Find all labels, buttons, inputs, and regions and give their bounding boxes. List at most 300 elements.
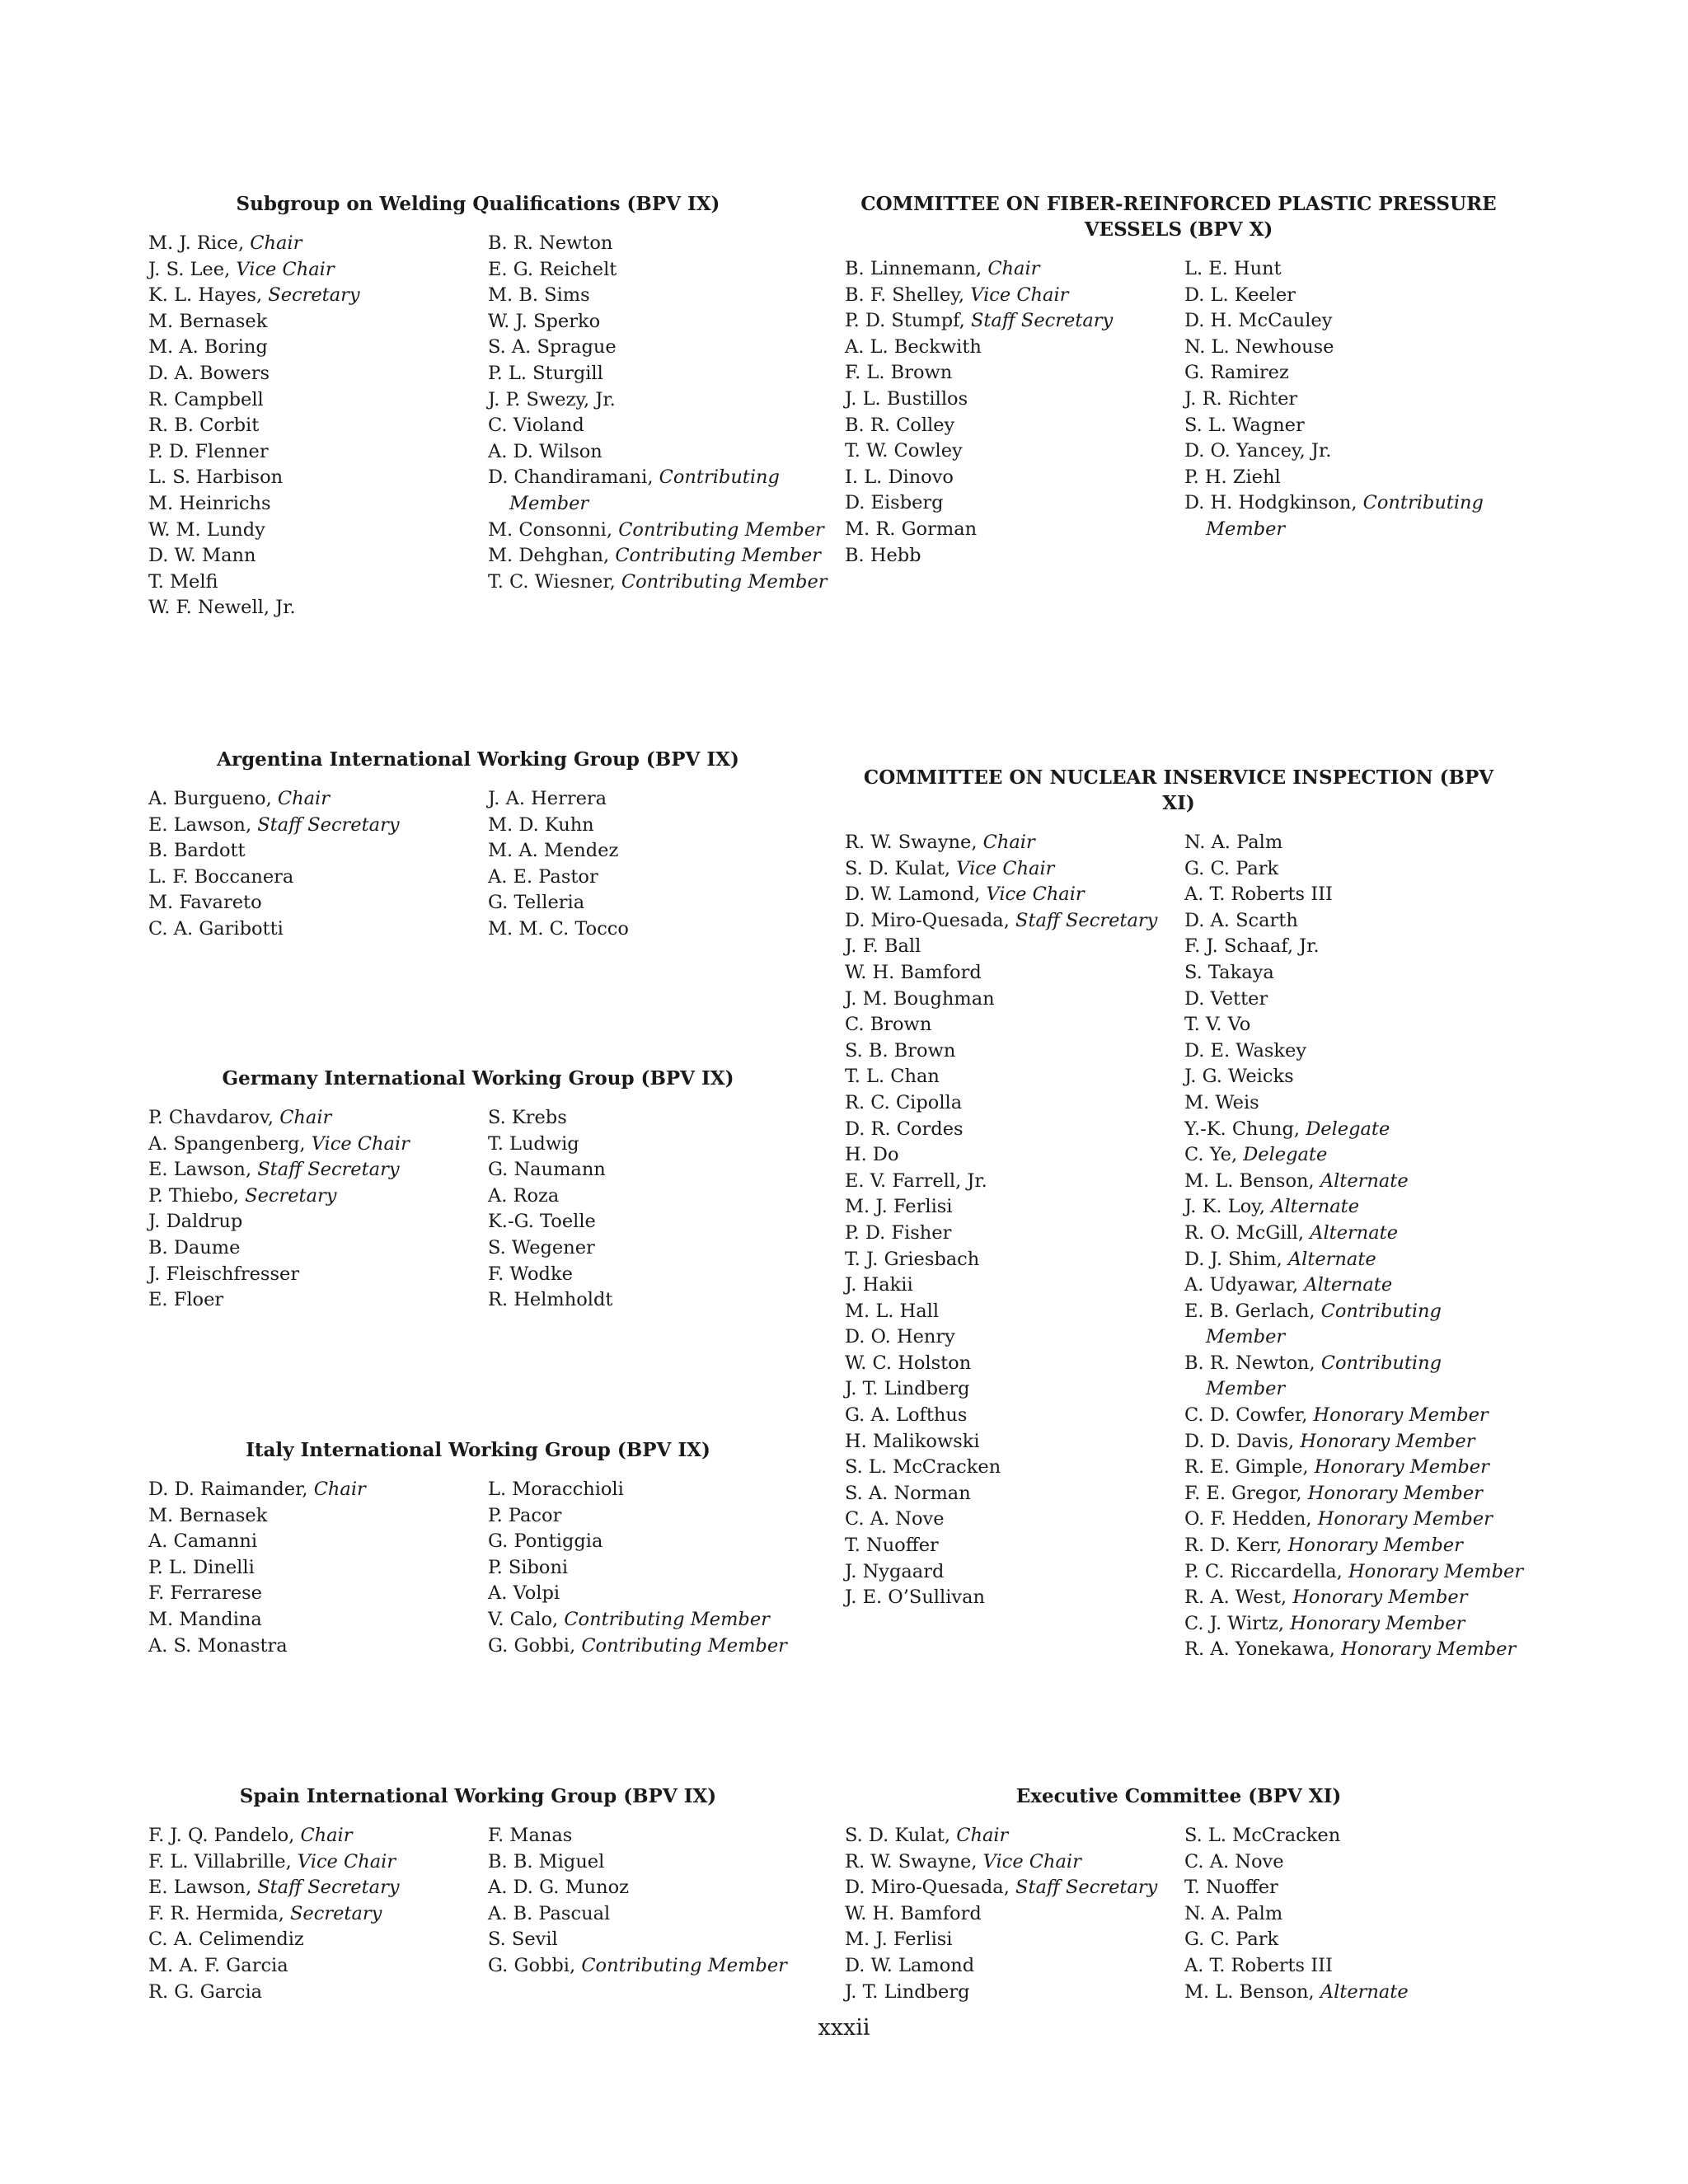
- member-entry: [488, 786, 828, 813]
- member-name: B. Hebb: [845, 544, 921, 566]
- member-entry: [1184, 1142, 1524, 1169]
- member-entry: [1184, 1090, 1524, 1117]
- member-name: M. A. Boring: [148, 336, 268, 359]
- member-entry: [148, 890, 488, 916]
- member-name: C. J. Wirtz: [1184, 1612, 1278, 1634]
- member-name: J. F. Ball: [845, 935, 921, 958]
- member-entry: [488, 1901, 828, 1928]
- member-name: H. Do: [845, 1144, 899, 1166]
- member-name: F. L. Villabrille: [148, 1850, 286, 1872]
- member-name: B. R. Colley: [845, 414, 955, 436]
- member-entry: [845, 830, 1184, 856]
- member-entry: [1184, 1403, 1524, 1429]
- member-role: Chair: [277, 788, 330, 809]
- member-name: E. Floer: [148, 1289, 224, 1311]
- member-name: J. T. Lindberg: [845, 1378, 970, 1400]
- page-number: xxxii: [818, 2015, 870, 2041]
- member-entry: [845, 1980, 1184, 2006]
- member-role: Honorary Member: [1287, 1535, 1463, 1557]
- member-name: P. D. Flenner: [148, 440, 269, 462]
- member-entry: [845, 1090, 1184, 1117]
- separator: ,: [1329, 1638, 1342, 1661]
- member-name: P. Chavdarov: [148, 1107, 268, 1128]
- member-entry: [845, 1038, 1184, 1065]
- member-name: T. W. Cowley: [845, 440, 963, 462]
- member-entry: [488, 518, 828, 544]
- separator: ,: [609, 570, 621, 593]
- member-entry: [148, 439, 488, 466]
- separator: ,: [1351, 492, 1363, 514]
- member-role: Staff Secretary: [257, 1877, 400, 1899]
- separator: ,: [1308, 1169, 1320, 1192]
- section-title: Italy International Working Group (BPV IX): [246, 1439, 710, 1461]
- member-entry: [845, 1481, 1184, 1507]
- member-entry: [488, 465, 828, 517]
- member-name: R. Helmholdt: [488, 1289, 613, 1311]
- member-name: M. L. Benson: [1184, 1980, 1309, 2003]
- member-entry: [845, 856, 1184, 883]
- member-entry: [845, 1953, 1184, 1980]
- member-columns: [148, 786, 808, 943]
- member-name: M. Bernasek: [148, 310, 268, 332]
- member-columns: [845, 1823, 1512, 2005]
- member-entry: [148, 1503, 488, 1530]
- member-role: Vice Chair: [970, 284, 1069, 306]
- member-entry: [845, 490, 1184, 517]
- member-name: B. B. Miguel: [488, 1850, 605, 1872]
- member-entry: [488, 1209, 828, 1235]
- member-entry: [1184, 1875, 1524, 1901]
- separator: ,: [944, 857, 957, 879]
- member-name: R. G. Garcia: [148, 1980, 263, 2003]
- member-entry: [148, 335, 488, 361]
- member-name: G. C. Park: [1184, 1929, 1279, 1951]
- member-column-left: [845, 1823, 1184, 2005]
- member-name: D. O. Henry: [845, 1326, 955, 1348]
- member-name: R. B. Corbit: [148, 415, 260, 437]
- member-entry: [1184, 934, 1524, 960]
- member-role: Contributing Member: [1206, 1300, 1442, 1348]
- member-entry: [148, 1262, 488, 1288]
- member-name: D. D. Davis: [1184, 1430, 1288, 1452]
- member-entry: [148, 1287, 488, 1314]
- member-name: L. S. Harbison: [148, 466, 284, 489]
- member-entry: [845, 308, 1184, 335]
- member-name: R. A. West: [1184, 1586, 1281, 1609]
- member-role: Contributing Member: [618, 518, 824, 541]
- member-entry: [845, 1324, 1184, 1351]
- member-entry: [148, 1980, 488, 2006]
- member-role: Vice Chair: [236, 258, 335, 280]
- member-entry: [148, 1183, 488, 1210]
- member-role: Contributing Member: [1206, 492, 1484, 540]
- member-name: C. A. Garibotti: [148, 917, 284, 940]
- separator: ,: [256, 284, 269, 307]
- member-name: M. J. Ferlisi: [845, 1196, 953, 1218]
- member-entry: [148, 813, 488, 839]
- member-entry: [148, 1607, 488, 1633]
- member-name: D. Miro-Quesada: [845, 909, 1004, 931]
- member-entry: [488, 1849, 828, 1876]
- member-name: D. Miro-Quesada: [845, 1877, 1004, 1899]
- separator: ,: [1306, 1508, 1318, 1530]
- member-entry: [148, 786, 488, 813]
- member-name: M. Dehghan: [488, 545, 603, 567]
- member-entry: [845, 1169, 1184, 1195]
- separator: ,: [552, 1608, 565, 1630]
- member-entry: [488, 1503, 828, 1530]
- member-entry: [845, 1455, 1184, 1481]
- member-entry: [148, 1157, 488, 1183]
- section-title: Subgroup on Welding Qualifications (BPV IX): [236, 193, 720, 215]
- member-name: S. D. Kulat: [845, 857, 945, 879]
- member-entry: [1184, 283, 1524, 309]
- member-name: J. R. Richter: [1184, 387, 1298, 410]
- member-entry: [148, 518, 488, 544]
- member-name: W. H. Bamford: [845, 961, 982, 983]
- separator: ,: [570, 1954, 582, 1976]
- member-name: A. Udyawar: [1184, 1274, 1293, 1296]
- member-name: B. Bardott: [148, 840, 246, 862]
- separator: ,: [278, 1902, 291, 1924]
- member-entry: [148, 1823, 488, 1849]
- member-entry: [1184, 256, 1524, 283]
- member-entry: [1184, 438, 1524, 465]
- member-name: C. A. Nove: [1184, 1850, 1284, 1872]
- member-entry: [488, 309, 828, 335]
- member-name: Y.-K. Chung: [1184, 1118, 1294, 1140]
- member-entry: [845, 517, 1184, 543]
- member-entry: [1184, 856, 1524, 883]
- member-name: S. Wegener: [488, 1236, 595, 1258]
- member-entry: [845, 1351, 1184, 1377]
- member-name: G. Ramirez: [1184, 362, 1289, 384]
- member-name: F. Ferrarese: [148, 1582, 262, 1605]
- member-entry: [1184, 1194, 1524, 1221]
- member-entry: [488, 387, 828, 414]
- member-name: A. E. Pastor: [488, 865, 598, 888]
- welding-qualifications-section: [148, 191, 828, 621]
- member-role: Staff Secretary: [1015, 1877, 1158, 1899]
- member-role: Alternate: [1320, 1169, 1409, 1192]
- member-name: I. L. Dinovo: [845, 466, 954, 488]
- member-entry: [1184, 1849, 1524, 1876]
- member-name: G. Gobbi: [488, 1634, 570, 1657]
- member-name: T. Nuoffer: [845, 1535, 939, 1557]
- member-role: Chair: [982, 832, 1035, 853]
- member-name: R. W. Swayne: [845, 832, 972, 853]
- member-role: Delegate: [1306, 1118, 1390, 1140]
- member-name: G. Telleria: [488, 892, 585, 914]
- member-name: M. L. Benson: [1184, 1169, 1309, 1192]
- separator: ,: [1292, 1274, 1305, 1296]
- member-name: V. Calo: [488, 1608, 552, 1630]
- member-column-left: [148, 231, 488, 621]
- member-entry: [845, 1901, 1184, 1928]
- member-column-right: [488, 231, 828, 621]
- member-name: D. Chandiramani: [488, 466, 648, 489]
- member-name: L. Moracchioli: [488, 1479, 624, 1500]
- member-name: F. J. Q. Pandelo: [148, 1825, 289, 1846]
- member-name: R. C. Cipolla: [845, 1091, 963, 1113]
- member-entry: [845, 360, 1184, 387]
- member-name: T. Melfi: [148, 570, 218, 593]
- member-entry: [1184, 1038, 1524, 1065]
- member-role: Contributing Member: [615, 545, 821, 567]
- separator: ,: [245, 813, 258, 836]
- member-entry: [148, 413, 488, 439]
- member-entry: [1184, 1455, 1524, 1481]
- member-role: Staff Secretary: [257, 1159, 400, 1181]
- member-name: M. A. Mendez: [488, 840, 619, 862]
- member-entry: [1184, 1169, 1524, 1195]
- separator: ,: [603, 545, 616, 567]
- member-name: D. W. Lamond: [845, 1954, 975, 1976]
- member-entry: [845, 1403, 1184, 1429]
- member-role: Chair: [279, 1107, 332, 1128]
- separator: ,: [245, 1877, 258, 1899]
- separator: ,: [285, 1850, 298, 1872]
- member-name: F. R. Hermida: [148, 1902, 279, 1924]
- member-name: S. L. McCracken: [845, 1456, 1001, 1479]
- member-entry: [488, 1927, 828, 1953]
- member-column-left: [845, 830, 1184, 1663]
- member-entry: [488, 1157, 828, 1183]
- member-entry: [488, 1262, 828, 1288]
- member-entry: [1184, 1481, 1524, 1507]
- separator: ,: [1288, 1430, 1301, 1452]
- member-name: J. Daldrup: [148, 1211, 243, 1233]
- member-entry: [148, 465, 488, 491]
- member-entry: [488, 1555, 828, 1582]
- member-role: Chair: [313, 1479, 366, 1500]
- member-name: R. Campbell: [148, 388, 264, 410]
- member-entry: [148, 865, 488, 891]
- separator: ,: [958, 284, 971, 306]
- member-role: Alternate: [1304, 1274, 1393, 1296]
- member-columns: [845, 830, 1524, 1663]
- member-entry: [845, 1247, 1184, 1273]
- member-name: N. A. Palm: [1184, 832, 1283, 853]
- member-entry: [148, 283, 488, 309]
- member-entry: [148, 838, 488, 865]
- member-name: J. S. Lee: [148, 258, 225, 280]
- member-name: S. Sevil: [488, 1929, 558, 1951]
- member-entry: [845, 543, 1184, 569]
- member-entry: [148, 1901, 488, 1928]
- member-name: C. D. Cowfer: [1184, 1404, 1302, 1427]
- member-name: J. Fleischfresser: [148, 1263, 300, 1285]
- member-name: S. B. Brown: [845, 1039, 956, 1062]
- member-entry: [1184, 1247, 1524, 1273]
- germany-working-group-section: [148, 1066, 808, 1314]
- member-entry: [148, 387, 488, 414]
- member-name: D. H. Hodgkinson: [1184, 492, 1352, 514]
- member-entry: [1184, 1117, 1524, 1143]
- separator: ,: [245, 1159, 258, 1181]
- member-name: P. C. Riccardella: [1184, 1560, 1337, 1582]
- member-name: M. L. Hall: [845, 1300, 940, 1322]
- member-entry: [148, 595, 488, 621]
- member-entry: [845, 1927, 1184, 1953]
- member-entry: [488, 813, 828, 839]
- member-name: M. M. C. Tocco: [488, 917, 629, 940]
- member-entry: [1184, 335, 1524, 361]
- member-name: G. Pontiggia: [488, 1530, 603, 1553]
- separator: ,: [1276, 1248, 1288, 1270]
- member-role: Honorary Member: [1314, 1456, 1489, 1479]
- member-name: E. B. Gerlach: [1184, 1300, 1310, 1322]
- member-name: P. D. Stumpf: [845, 310, 959, 332]
- member-name: R. O. McGill: [1184, 1221, 1298, 1244]
- separator: ,: [1336, 1560, 1348, 1582]
- member-entry: [488, 1607, 828, 1633]
- member-entry: [1184, 308, 1524, 335]
- member-name: D. D. Raimander: [148, 1479, 302, 1500]
- member-name: P. Thiebo: [148, 1184, 233, 1207]
- member-role: Honorary Member: [1313, 1404, 1489, 1427]
- nuclear-inservice-committee-section: [845, 765, 1524, 1663]
- member-name: P. L. Sturgill: [488, 362, 603, 384]
- member-entry: [845, 256, 1184, 283]
- member-entry: [148, 543, 488, 569]
- member-name: R. A. Yonekawa: [1184, 1638, 1329, 1661]
- member-entry: [488, 413, 828, 439]
- section-title: Argentina International Working Group (BPV IX): [217, 748, 739, 771]
- member-name: D. Vetter: [1184, 987, 1268, 1010]
- member-entry: [148, 916, 488, 943]
- member-name: D. A. Bowers: [148, 362, 270, 384]
- member-entry: [845, 1142, 1184, 1169]
- separator: ,: [232, 1184, 246, 1207]
- italy-working-group-section: [148, 1437, 808, 1659]
- member-role: Secretary: [290, 1902, 382, 1924]
- member-name: J. L. Bustillos: [845, 387, 968, 410]
- member-entry: [488, 1633, 828, 1660]
- member-entry: [845, 960, 1184, 987]
- member-name: A. S. Monastra: [148, 1634, 288, 1657]
- member-entry: [1184, 1299, 1524, 1351]
- member-entry: [1184, 1429, 1524, 1455]
- member-entry: [845, 1376, 1184, 1403]
- member-entry: [148, 1581, 488, 1607]
- member-name: M. J. Rice: [148, 232, 238, 254]
- separator: ,: [647, 466, 659, 489]
- member-entry: [488, 439, 828, 466]
- member-entry: [488, 257, 828, 284]
- member-entry: [148, 1633, 488, 1660]
- member-name: P. D. Fisher: [845, 1221, 952, 1244]
- member-entry: [488, 335, 828, 361]
- member-name: A. Roza: [488, 1184, 560, 1207]
- member-name: W. H. Bamford: [845, 1902, 982, 1924]
- member-name: C. Brown: [845, 1014, 932, 1036]
- member-entry: [148, 1477, 488, 1503]
- member-name: E. G. Reichelt: [488, 258, 617, 280]
- member-entry: [488, 1235, 828, 1262]
- member-name: C. Violand: [488, 415, 584, 437]
- member-entry: [845, 1559, 1184, 1586]
- member-name: A. D. Wilson: [488, 440, 603, 462]
- member-column-right: [488, 1477, 828, 1659]
- member-name: M. B. Sims: [488, 284, 590, 307]
- member-role: Contributing Member: [564, 1608, 770, 1630]
- member-entry: [1184, 1221, 1524, 1247]
- member-name: G. Gobbi: [488, 1954, 570, 1976]
- section-title: Executive Committee (BPV XI): [1015, 1785, 1342, 1807]
- member-name: T. V. Vo: [1184, 1014, 1251, 1036]
- member-entry: [845, 413, 1184, 439]
- member-name: C. Ye: [1184, 1144, 1231, 1166]
- member-name: M. Consonni: [488, 518, 607, 541]
- separator: ,: [570, 1634, 582, 1657]
- member-name: M. J. Ferlisi: [845, 1929, 953, 1951]
- member-name: E. V. Farrell, Jr.: [845, 1169, 987, 1192]
- member-role: Chair: [987, 258, 1040, 279]
- member-role: Honorary Member: [1348, 1560, 1524, 1582]
- member-entry: [148, 1849, 488, 1876]
- member-entry: [1184, 1585, 1524, 1611]
- member-entry: [845, 1823, 1184, 1849]
- member-entry: [488, 1183, 828, 1210]
- separator: ,: [971, 1850, 983, 1872]
- member-role: Staff Secretary: [1015, 909, 1158, 931]
- member-entry: [1184, 1953, 1524, 1980]
- separator: ,: [971, 832, 983, 853]
- member-entry: [488, 361, 828, 387]
- member-role: Contributing Member: [1206, 1352, 1442, 1400]
- member-name: F. E. Gregor: [1184, 1482, 1296, 1504]
- member-name: D. L. Keeler: [1184, 284, 1296, 306]
- member-role: Honorary Member: [1341, 1638, 1517, 1661]
- member-role: Alternate: [1287, 1248, 1376, 1270]
- member-column-right: [1184, 1823, 1524, 2005]
- member-entry: [148, 1953, 488, 1980]
- member-name: M. Heinrichs: [148, 492, 271, 514]
- member-role: Honorary Member: [1307, 1482, 1483, 1504]
- member-entry: [1184, 1064, 1524, 1090]
- member-role: Honorary Member: [1292, 1586, 1468, 1609]
- member-role: Alternate: [1310, 1221, 1399, 1244]
- member-name: E. Lawson: [148, 1877, 246, 1899]
- member-entry: [488, 890, 828, 916]
- separator: ,: [1003, 1877, 1016, 1899]
- member-role: Chair: [250, 232, 302, 254]
- member-entry: [845, 987, 1184, 1013]
- member-name: D. E. Waskey: [1184, 1039, 1307, 1062]
- member-name: S. L. McCracken: [1184, 1825, 1341, 1846]
- member-columns: [148, 1823, 808, 2005]
- member-column-right: [488, 786, 828, 943]
- member-name: W. F. Newell, Jr.: [148, 597, 296, 619]
- member-entry: [148, 257, 488, 284]
- member-name: J. Nygaard: [845, 1560, 945, 1582]
- member-entry: [488, 865, 828, 891]
- member-entry: [1184, 1823, 1524, 1849]
- member-name: B. Daume: [148, 1236, 241, 1258]
- member-entry: [488, 1529, 828, 1555]
- member-entry: [1184, 1637, 1524, 1663]
- member-column-right: [1184, 830, 1524, 1663]
- member-name: C. A. Nove: [845, 1508, 945, 1530]
- separator: ,: [302, 1479, 314, 1500]
- member-entry: [845, 438, 1184, 465]
- member-entry: [488, 838, 828, 865]
- section-title: COMMITTEE ON NUCLEAR INSERVICE INSPECTION (BPV XI): [863, 766, 1494, 814]
- member-entry: [148, 1875, 488, 1901]
- member-name: K.-G. Toelle: [488, 1211, 596, 1233]
- member-name: M. R. Gorman: [845, 518, 978, 540]
